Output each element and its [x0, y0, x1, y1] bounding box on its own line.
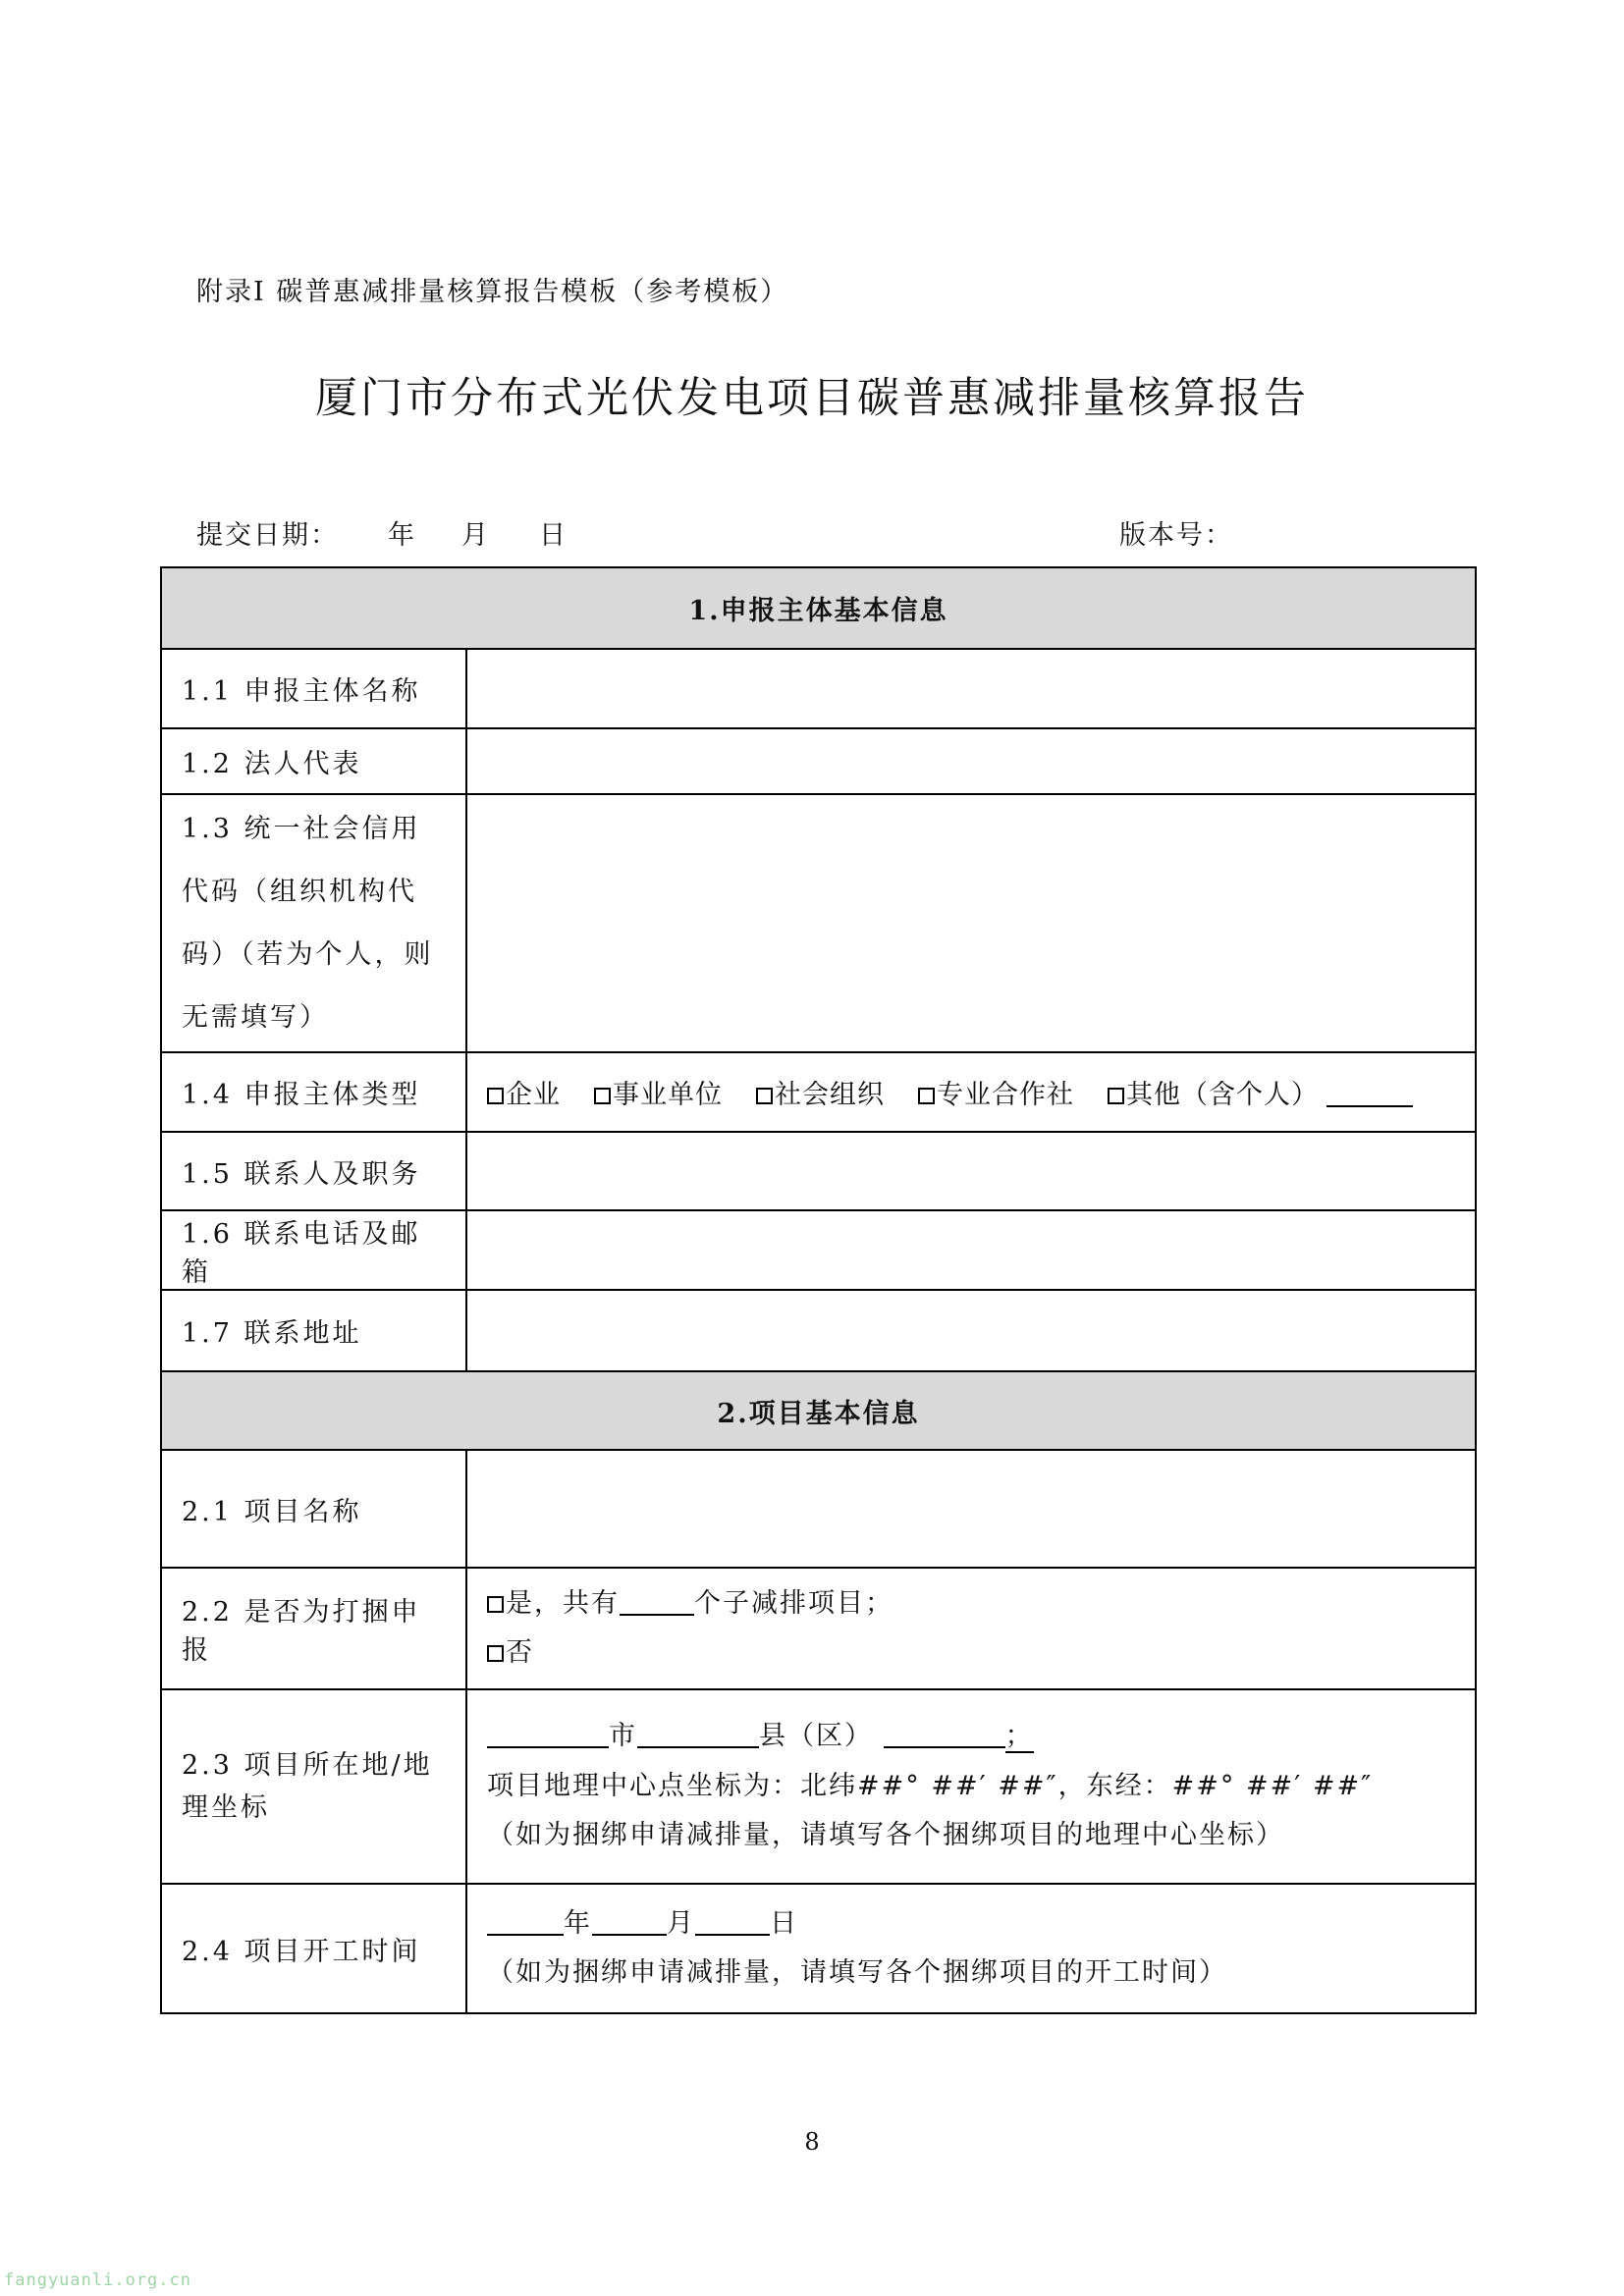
section1-header: 1.申报主体基本信息 — [161, 567, 1476, 649]
type-option-cooperative[interactable]: 专业合作社 — [918, 1080, 1074, 1110]
section2-header: 2.项目基本信息 — [161, 1371, 1476, 1450]
table-row — [161, 794, 1476, 1052]
start-date-line: 年 月 日 — [487, 1908, 1455, 1940]
table-row — [161, 1568, 1476, 1689]
project-name-field[interactable] — [466, 1450, 1476, 1568]
table-row — [161, 1884, 1476, 2013]
type-option-social-org[interactable]: 社会组织 — [756, 1080, 885, 1110]
start-day-blank[interactable] — [695, 1908, 770, 1936]
table-row — [161, 1689, 1476, 1884]
county-label: 县（区） — [759, 1721, 873, 1752]
sub-project-count-blank[interactable] — [620, 1588, 694, 1616]
credit-code-field[interactable] — [466, 794, 1476, 1052]
type-option-institution[interactable]: 事业单位 — [594, 1080, 723, 1110]
start-time-note: （如为捆绑申请减排量，请填写各个捆绑项目的开工时间） — [487, 1957, 1227, 1988]
table-row — [161, 649, 1476, 728]
contact-phone-field[interactable] — [466, 1210, 1476, 1290]
checkbox-icon[interactable] — [487, 1645, 504, 1662]
watermark: fangyuanli.org.cn — [4, 2270, 191, 2290]
report-title: 厦门市分布式光伏发电项目碳普惠减排量核算报告 — [315, 374, 1309, 423]
start-year-blank[interactable] — [487, 1908, 564, 1936]
bundled-yes-option[interactable]: 是，共有 个子减排项目； — [487, 1588, 1455, 1620]
submit-date-label: 提交日期： — [196, 520, 339, 551]
county-blank[interactable] — [637, 1721, 759, 1748]
city-label: 市 — [609, 1721, 637, 1752]
checkbox-icon[interactable] — [756, 1088, 773, 1104]
applicant-name-field[interactable] — [466, 649, 1476, 728]
checkbox-icon[interactable] — [918, 1088, 935, 1104]
section2-header-row — [161, 1371, 1476, 1450]
location-semicolon: ； — [1004, 1721, 1034, 1752]
row-label-start-time: 2.4 项目开工时间 — [161, 1884, 466, 2013]
checkbox-icon[interactable] — [1108, 1088, 1124, 1104]
submit-year: 年 — [388, 520, 416, 551]
section1-header-row — [161, 567, 1476, 649]
coordinates-note: （如为捆绑申请减排量，请填写各个捆绑项目的地理中心坐标） — [487, 1820, 1284, 1851]
type-option-other[interactable]: 其他（含个人） — [1108, 1080, 1319, 1110]
location-line — [487, 1721, 1455, 1752]
legal-rep-field[interactable] — [466, 728, 1476, 794]
checkbox-icon[interactable] — [594, 1088, 611, 1104]
page-number: 8 — [804, 2128, 820, 2156]
row-label-contact-phone: 1.6 联系电话及邮箱 — [161, 1210, 466, 1290]
submit-month: 月 — [461, 520, 490, 551]
row-label-project-name: 2.1 项目名称 — [161, 1450, 466, 1568]
start-month-blank[interactable] — [592, 1908, 667, 1936]
applicant-type-options — [466, 1052, 1476, 1132]
table-row — [161, 1052, 1476, 1132]
submit-day: 日 — [539, 520, 568, 551]
row-label-contact-person: 1.5 联系人及职务 — [161, 1132, 466, 1210]
row-label-location: 2.3 项目所在地/地理坐标 — [161, 1689, 466, 1884]
other-type-blank[interactable] — [1326, 1080, 1413, 1107]
row-label-applicant-name: 1.1 申报主体名称 — [161, 649, 466, 728]
checkbox-icon[interactable] — [487, 1088, 504, 1104]
table-row — [161, 1210, 1476, 1290]
row-label-credit-code: 1.3 统一社会信用代码（组织机构代码）（若为个人，则无需填写） — [161, 794, 466, 1052]
bundled-no-option[interactable]: 否 — [487, 1637, 1455, 1669]
table-row — [161, 728, 1476, 794]
start-time-field — [466, 1884, 1476, 2013]
location-field — [466, 1689, 1476, 1884]
appendix-heading: 附录Ⅰ 碳普惠减排量核算报告模板（参考模板） — [196, 277, 789, 307]
type-option-enterprise[interactable]: 企业 — [487, 1080, 561, 1110]
row-label-legal-rep: 1.2 法人代表 — [161, 728, 466, 794]
report-form — [160, 566, 1477, 2014]
contact-address-field[interactable] — [466, 1290, 1476, 1371]
district-blank[interactable] — [884, 1721, 1005, 1748]
submit-date — [196, 513, 568, 552]
bundled-options — [466, 1568, 1476, 1689]
table-row — [161, 1132, 1476, 1210]
row-label-applicant-type: 1.4 申报主体类型 — [161, 1052, 466, 1132]
coordinates-text: 项目地理中心点坐标为：北纬##° ##′ ##″，东经：##° ##′ ##″ — [487, 1770, 1374, 1801]
table-row — [161, 1290, 1476, 1371]
checkbox-icon[interactable] — [487, 1596, 504, 1613]
version-label: 版本号： — [1119, 520, 1233, 551]
row-label-bundled: 2.2 是否为打捆申报 — [161, 1568, 466, 1689]
row-label-contact-address: 1.7 联系地址 — [161, 1290, 466, 1371]
contact-person-field[interactable] — [466, 1132, 1476, 1210]
city-blank[interactable] — [487, 1721, 609, 1748]
table-row — [161, 1450, 1476, 1568]
